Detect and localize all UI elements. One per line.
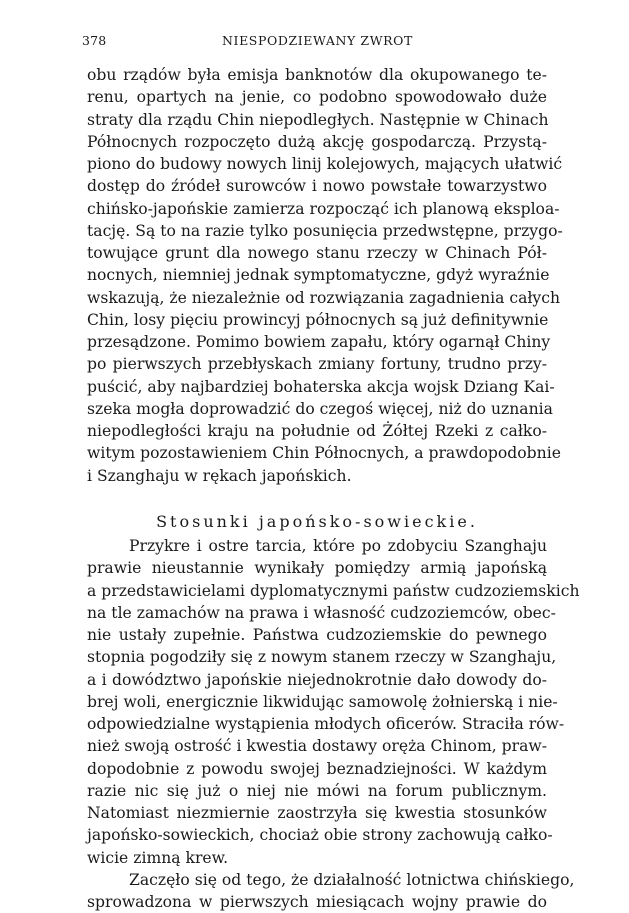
paragraph-continued <box>87 64 563 487</box>
text-line: renu, opartych na jenie, co podobno spowodowało duże <box>87 88 547 107</box>
text-line: piono do budowy nowych linij kolejowych, mających ułatwić <box>87 155 563 173</box>
page-header <box>0 33 629 51</box>
text-line: tację. Są to na razie tylko posunięcia przedwstępne, przygo- <box>87 221 563 240</box>
running-title: NIESPODZIEWANY ZWROT <box>222 33 413 48</box>
section-heading: Stosunki japońsko-sowieckie. <box>156 512 478 531</box>
page-number: 378 <box>82 33 107 48</box>
text-line: Chin, losy pięciu prowincyj północnych są już definitywnie <box>87 310 549 329</box>
text-line: wicie zimną krew. <box>87 848 229 867</box>
text-line: chińsko-japońskie zamierza rozpocząć ich planową eksploa- <box>87 199 560 218</box>
text-line: brej woli, energicznie likwidując samowolę żołnierską i nie- <box>87 692 558 711</box>
text-line: straty dla rządu Chin niepodległych. Następnie w Chinach <box>87 110 549 129</box>
text-line: obu rządów była emisja banknotów dla okupowanego te- <box>87 66 547 84</box>
text-line: przesądzone. Pomimo bowiem zapału, który ogarnął Chiny <box>87 333 551 351</box>
text-line: Północnych rozpoczęto dużą akcję gospodarczą. Przystą- <box>87 132 547 151</box>
text-line: odpowiedzialne wystąpienia młodych oficerów. Straciła rów- <box>87 715 565 733</box>
text-line: prawie nieustannie wynikały pomiędzy armią japońską <box>87 559 547 578</box>
text-line: a i dowództwo japońskie niejednokrotnie dało dowody do- <box>87 670 547 689</box>
text-line: puścić, aby najbardziej bohaterska akcja wojsk Dziang Kai- <box>87 377 555 396</box>
text-line: witym pozostawieniem Chin Północnych, a prawdopodobnie <box>87 444 561 463</box>
text-line: Natomiast niezmiernie zaostrzyła się kwestia stosunków <box>87 804 547 822</box>
text-line: nież swoją ostrość i kwestia dostawy oręża Chinom, praw- <box>87 737 547 756</box>
text-line: japońsko-sowieckich, chociaż obie strony zachowują całko- <box>87 826 553 845</box>
text-line: nocnych, niemniej jednak symptomatyczne, gdyż wyraźnie <box>87 266 550 285</box>
text-line: szeka mogła doprowadzić do czegoś więcej, niż do uznania <box>87 399 553 418</box>
text-line: stopnia pogodziły się z nowym stanem rzeczy w Szanghaju, <box>87 648 557 667</box>
text-line: a przedstawicielami dyplomatycznymi państw cudzoziemskich <box>87 581 580 600</box>
text-line: dostęp do źródeł surowców i nowo powstałe towarzystwo <box>87 177 547 196</box>
text-line: razie nic się już o niej nie mówi na forum publicznym. <box>87 781 547 800</box>
text-line: niepodległości kraju na południe od Żółtej Rzeki z całko- <box>87 422 547 440</box>
text-line: wskazują, że niezależnie od rozwiązania zagadnienia całych <box>87 288 561 307</box>
text-line: nie ustały zupełnie. Państwa cudzoziemskie do pewnego <box>87 626 547 644</box>
text-line: dopodobnie z powodu swojej beznadziejności. W każdym <box>87 759 547 778</box>
text-line: Przykre i ostre tarcia, które po zdobyciu Szanghaju <box>129 537 547 555</box>
text-line: sprowadzona w pierwszych miesiącach wojny prawie do <box>87 893 547 911</box>
section-body <box>87 535 580 913</box>
text-line: towujące grunt dla nowego stanu rzeczy w Chinach Pół- <box>87 244 547 262</box>
text-line: Zaczęło się od tego, że działalność lotnictwa chińskiego, <box>129 870 575 889</box>
text-line: po pierwszych przebłyskach zmiany fortuny, trudno przy- <box>87 355 547 374</box>
text-line: i Szanghaju w rękach japońskich. <box>87 466 352 485</box>
text-line: na tle zamachów na prawa i własność cudzoziemców, obec- <box>87 603 556 622</box>
